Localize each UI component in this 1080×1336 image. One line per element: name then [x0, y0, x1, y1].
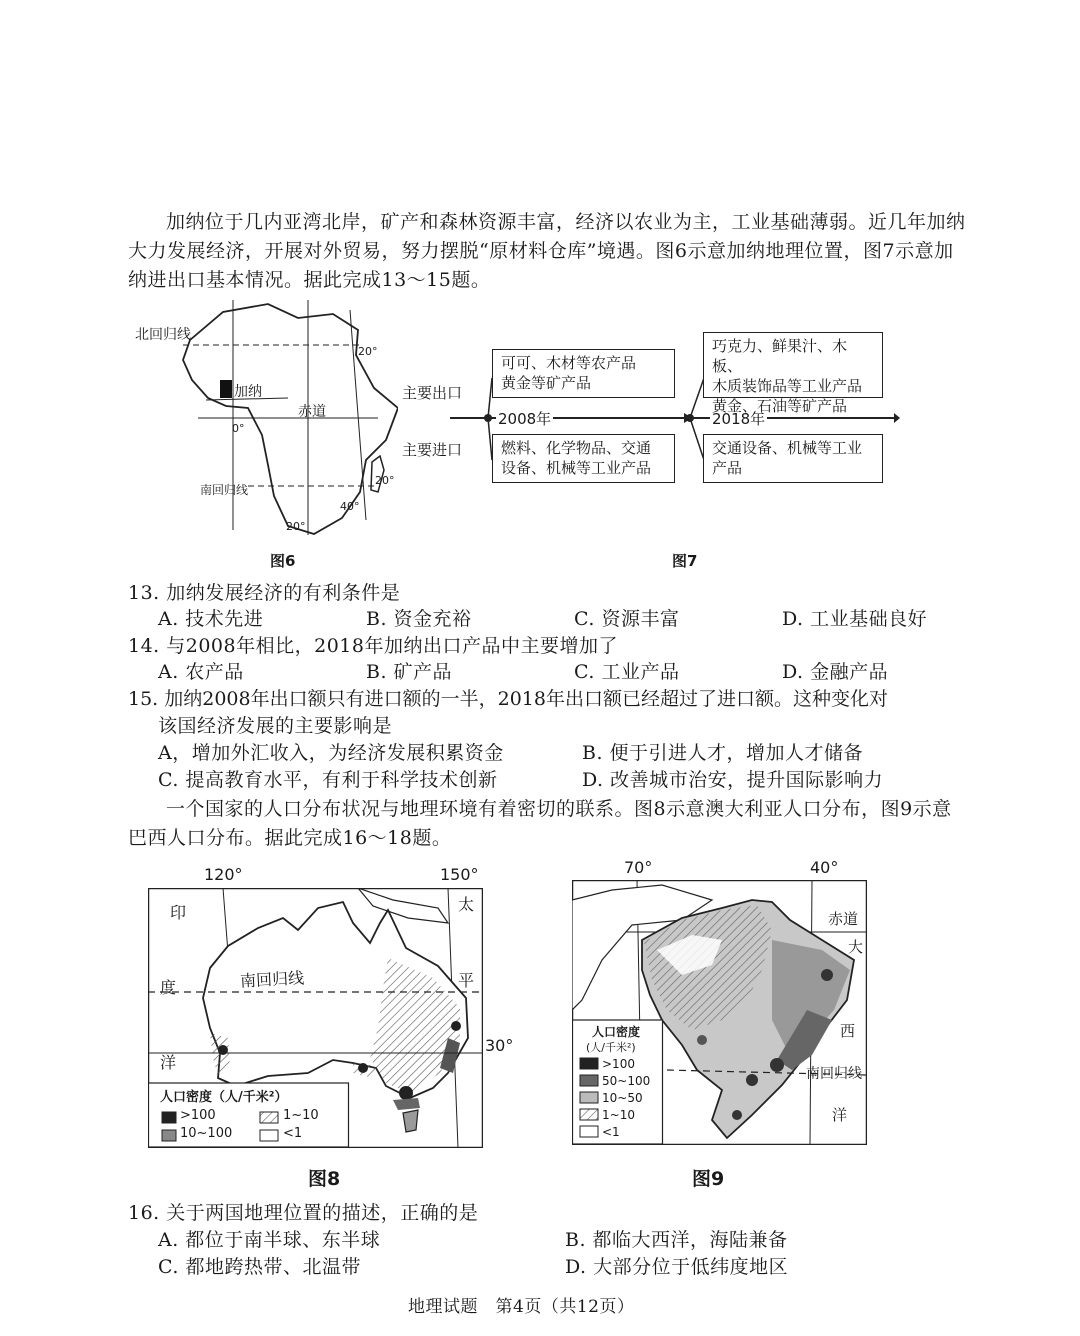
import-2018-box: 交通设备、机械等工业 产品 [703, 434, 883, 483]
q14-stem: 14. 与2008年相比，2018年加纳出口产品中主要增加了 [128, 635, 618, 657]
lon-70-label: 70° [624, 858, 653, 877]
page-footer: 地理试题 第4页（共12页） [408, 1297, 635, 1317]
figure-6-caption: 图6 [270, 552, 296, 570]
q16-option-b: B. 都临大西洋，海陆兼备 [565, 1229, 788, 1251]
deg-0: 0° [232, 422, 245, 435]
ghana-marker [220, 380, 232, 398]
ghana-label: 加纳 [234, 384, 262, 400]
tropic-n-label: 北回归线 [135, 327, 191, 343]
year-2018: 2018年 [712, 410, 766, 428]
tropic-label-brazil: 南回归线 [806, 1066, 862, 1082]
q16-option-a: A. 都位于南半球、东半球 [158, 1229, 381, 1251]
q13-option-c: C. 资源丰富 [574, 608, 680, 630]
year-2008: 2008年 [498, 410, 552, 428]
legend-br-lt1: <1 [602, 1125, 620, 1139]
legend-title-brazil-2: (人/千米²) [586, 1041, 636, 1054]
q14-option-d: D. 金融产品 [782, 661, 889, 683]
export-label: 主要出口 [402, 384, 463, 402]
legend-br-10-50: 10~50 [602, 1091, 643, 1105]
q16-option-c: C. 都地跨热带、北温带 [158, 1256, 361, 1278]
legend-br-100plus: >100 [602, 1057, 635, 1071]
lon-150-label: 150° [440, 865, 479, 884]
legend-aus-1-10: 1~10 [283, 1108, 319, 1123]
q15-stem-2: 该国经济发展的主要影响是 [158, 715, 393, 737]
atlantic-3: 洋 [832, 1106, 848, 1124]
legend-title-aus: 人口密度（人/千米²） [160, 1090, 288, 1105]
lat-30-label: 30° [485, 1036, 514, 1055]
indian-ocean-1: 印 [170, 903, 187, 922]
legend-br-50-100: 50~100 [602, 1074, 651, 1088]
q15-option-a: A，增加外汇收入，为经济发展积累资金 [158, 742, 504, 764]
deg-20-bottom: 20° [286, 520, 306, 533]
export-2008-box: 可可、木材等农产品 黄金等矿产品 [492, 349, 675, 398]
equator-label-brazil: 赤道 [828, 910, 859, 928]
legend-title-brazil-1: 人口密度 [592, 1025, 641, 1039]
atlantic-1: 大 [848, 938, 864, 956]
q13-option-d: D. 工业基础良好 [782, 608, 928, 630]
equator-label: 赤道 [298, 404, 326, 420]
legend-aus-10-100: 10~100 [180, 1126, 233, 1141]
indian-ocean-3: 洋 [160, 1053, 177, 1072]
q13-option-a: A. 技术先进 [158, 608, 264, 630]
legend-aus-100plus: >100 [180, 1108, 216, 1123]
figure-8-caption: 图8 [308, 1168, 341, 1190]
q14-option-b: B. 矿产品 [366, 661, 453, 683]
brazil-map [572, 880, 867, 1145]
q14-option-a: A. 农产品 [158, 661, 244, 683]
pacific-ocean-2: 平 [458, 971, 475, 990]
lon-120-label: 120° [204, 865, 243, 884]
africa-outline [183, 304, 398, 534]
q16-option-d: D. 大部分位于低纬度地区 [565, 1256, 789, 1278]
deg-40: 40° [340, 500, 360, 513]
indian-ocean-2: 度 [160, 978, 177, 997]
q15-option-c: C. 提高教育水平，有利于科学技术创新 [158, 769, 498, 791]
intro-paragraph-ghana: 加纳位于几内亚湾北岸，矿产和森林资源丰富，经济以农业为主，工业基础薄弱。近几年加纳大力发展经济，开展对外贸易，努力摆脱“原材料仓库”境遇。图6示意加纳地理位置，图7示意加纳进出口基本情况。据此完成13～15题。 [128, 211, 966, 291]
deg-20-north: 20° [358, 345, 378, 358]
legend-br-1-10: 1~10 [602, 1108, 635, 1122]
q16-stem: 16. 关于两国地理位置的描述，正确的是 [128, 1202, 479, 1224]
lon-40-label: 40° [810, 858, 839, 877]
import-label: 主要进口 [402, 441, 463, 459]
import-2008-box: 燃料、化学物品、交通 设备、机械等工业产品 [492, 434, 675, 483]
export-2018-box: 巧克力、鲜果汁、木板、 木质装饰品等工业产品 黄金、石油等矿产品 [703, 332, 883, 398]
q15-stem-1: 15. 加纳2008年出口额只有进口额的一半，2018年出口额已经超过了进口额。这种变化对 [128, 688, 888, 710]
atlantic-2: 西 [840, 1022, 856, 1040]
tropic-label-aus: 南回归线 [239, 968, 305, 991]
figure-9-caption: 图9 [692, 1168, 725, 1190]
q13-stem: 13. 加纳发展经济的有利条件是 [128, 582, 401, 604]
q15-option-b: B. 便于引进人才，增加人才储备 [582, 742, 864, 764]
intro-paragraph-population: 一个国家的人口分布状况与地理环境有着密切的联系。图8示意澳大利亚人口分布，图9示意巴西人口分布。据此完成16～18题。 [128, 798, 952, 849]
pacific-ocean-1: 太 [458, 895, 475, 914]
legend-aus-lt1: <1 [283, 1126, 303, 1141]
q13-option-b: B. 资金充裕 [366, 608, 472, 630]
q14-option-c: C. 工业产品 [574, 661, 680, 683]
figure-7-caption: 图7 [672, 552, 698, 570]
deg-20-south: 20° [375, 474, 395, 487]
tropic-s-label: 南回归线 [200, 483, 249, 497]
q15-option-d: D. 改善城市治安，提升国际影响力 [582, 769, 884, 791]
